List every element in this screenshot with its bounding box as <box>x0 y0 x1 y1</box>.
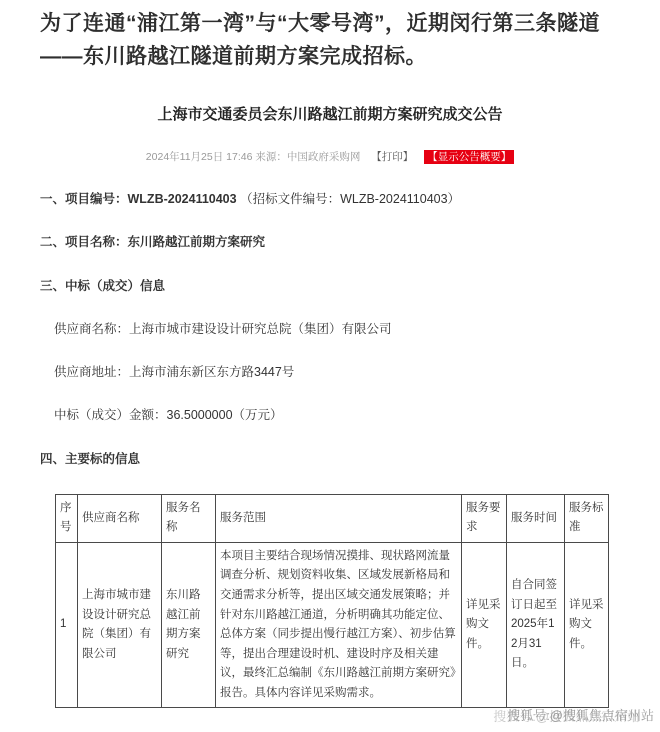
show-summary-link[interactable]: 【显示公告概要】 <box>424 150 514 164</box>
project-number-label: 一、项目编号：WLZB-2024110403 <box>40 192 237 207</box>
bid-document-number: （招标文件编号：WLZB-2024110403） <box>240 192 461 207</box>
intro-paragraph: 为了连通“浦江第一湾”与“大零号湾”，近期闵行第三条隧道——东川路越江隧道前期方案完成招标。 <box>40 12 600 68</box>
cell-no: 1 <box>56 542 78 707</box>
table-row <box>56 542 609 707</box>
award-amount-line: 中标（成交）金额：36.5000000（万元） <box>54 408 283 423</box>
col-header-service-scope: 服务范围 <box>216 494 462 542</box>
cell-service-standard: 详见采购文件。 <box>565 542 609 707</box>
cell-service-requirement: 详见采购文件。 <box>462 542 507 707</box>
cell-service-scope: 本项目主要结合现场情况摸排、现状路网流量调查分析、规划资料收集、区域发展新格局和交通需求分析等，提出区域交通发展策略；并针对东川路越江通道，分析明确其功能定位、总体方案（同步提出慢行越江方案）、初步估算等，提出合理建设时机、建设时序及相关建议，最终汇总编制《东川路越江前期方案研究》报告。具体内容详见采购需求。 <box>216 542 462 707</box>
meta-datetime-source: 2024年11月25日 17:46 来源：中国政府采购网 <box>145 151 361 164</box>
cell-service-name: 东川路越江前期方案研究 <box>162 542 216 707</box>
print-link[interactable]: 【打印】 <box>371 151 414 164</box>
section-award-info: 三、中标（成交）信息 <box>40 278 166 293</box>
section-project-number <box>40 191 620 207</box>
col-header-service-standard: 服务标准 <box>565 494 609 542</box>
col-header-service-name: 服务名称 <box>162 494 216 542</box>
supplier-name-line: 供应商名称：上海市城市建设设计研究总院（集团）有限公司 <box>54 321 392 336</box>
table-header-row <box>56 494 609 542</box>
watermark: 搜狐号:@搜狐焦点宿州站 <box>507 708 654 723</box>
meta-line <box>0 149 660 164</box>
col-header-no: 序号 <box>56 494 78 542</box>
subject-info-table <box>55 494 609 708</box>
section-project-name: 二、项目名称：东川路越江前期方案研究 <box>40 235 266 250</box>
supplier-address-line: 供应商地址：上海市浦东新区东方路3447号 <box>54 365 295 380</box>
cell-supplier: 上海市城市建设设计研究总院（集团）有限公司 <box>78 542 162 707</box>
cell-service-time: 自合同签订日起至2025年12月31日。 <box>507 542 565 707</box>
section-main-subject: 四、主要标的信息 <box>40 451 141 466</box>
announcement-body <box>40 191 620 467</box>
col-header-service-requirement: 服务要求 <box>462 494 507 542</box>
col-header-service-time: 服务时间 <box>507 494 565 542</box>
announcement-title: 上海市交通委员会东川路越江前期方案研究成交公告 <box>157 106 503 124</box>
col-header-supplier: 供应商名称 <box>78 494 162 542</box>
